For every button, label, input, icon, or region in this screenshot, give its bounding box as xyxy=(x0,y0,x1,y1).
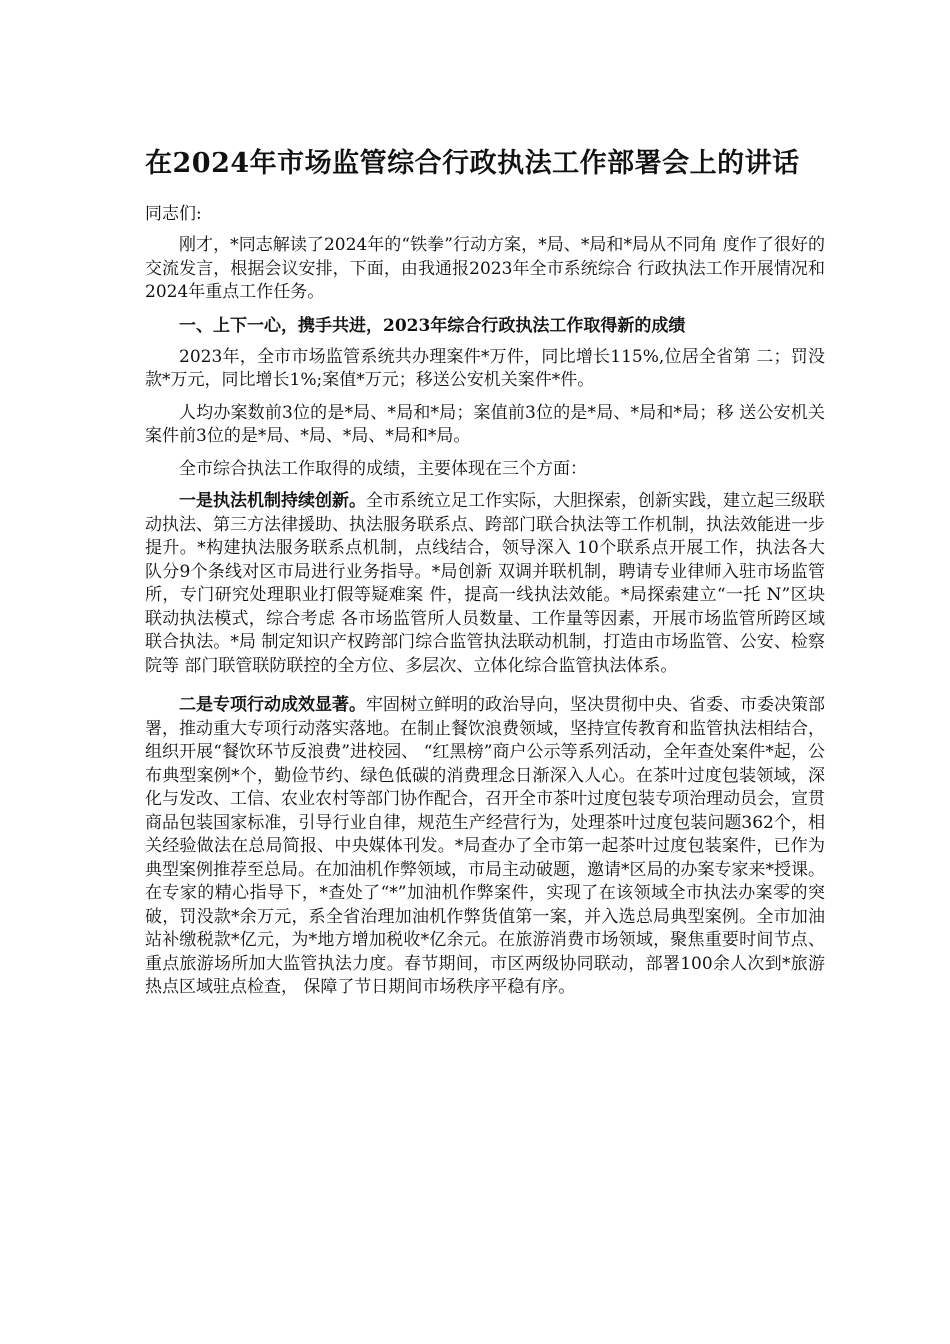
point-one-body: 全市系统立足工作实际，大胆探索，创新实践，建立起三级联动执法、第三方法律援助、执法服务联系点、跨部门联合执法等工作机制，执法效能进一步提升。*构建执法服务联系点机制，点线结合，领导深入 10个联系点开展工作，执法各大队分9个条线对区市局进行业务指导。*局创新 双调并联机制，聘请专业律师入驻市场监管所，专门研究处理职业打假等疑难案 件，提高一线执法效能。*局探索建立“一托 N”区块联动执法模式，综合考虑 各市场监管所人员数量、工作量等因素，开展市场监管所跨区域联合执法。*局 制定知识产权跨部门综合监管执法联动机制，打造由市场监管、公安、检察院等 部门联管联防联控的全方位、多层次、立体化综合监管执法体系。 xyxy=(145,491,825,676)
point-two-lead: 二是专项行动成效显著。 xyxy=(179,695,366,715)
document-title: 在2024年市场监管综合行政执法工作部署会上的讲话 xyxy=(145,148,800,179)
salutation: 同志们: xyxy=(145,204,202,224)
document-page xyxy=(145,140,825,1009)
point-one-paragraph xyxy=(145,490,825,678)
section-heading: 一、上下一心，携手共进，2023年综合行政执法工作取得新的成绩 xyxy=(179,315,686,336)
point-one-lead: 一是执法机制持续创新。 xyxy=(179,491,366,511)
ranking-paragraph: 人均办案数前3位的是*局、*局和*局；案值前3位的是*局、*局和*局；移 送公安机关案件前3位的是*局、*局、*局、*局和*局。 xyxy=(145,402,825,446)
intro-paragraph: 刚才，*同志解读了2024年的“铁拳”行动方案，*局、*局和*局从不同角 度作了很好的交流发言，根据会议安排，下面，由我通报2023年全市系统综合 行政执法工作开展情况和2024年重点工作任务。 xyxy=(145,235,825,302)
summary-paragraph: 全市综合执法工作取得的成绩，主要体现在三个方面： xyxy=(179,458,587,479)
stats-paragraph: 2023年，全市市场监管系统共办理案件*万件，同比增长115%,位居全省第 二；罚没款*万元，同比增长1%;案值*万元；移送公安机关案件*件。 xyxy=(145,346,825,390)
point-two-paragraph xyxy=(145,694,825,1000)
point-two-body: 牢固树立鲜明的政治导向，坚决贯彻中央、省委、市委决策部署，推动重大专项行动落实落地。在制止餐饮浪费领域，坚持宣传教育和监管执法相结合，组织开展“餐饮环节反浪费”进校园、 “红黑榜”商户公示等系列活动，全年查处案件*起，公布典型案例*个，勤俭节约、绿色低碳的消费理念日渐深入人心。在茶叶过度包装领域，深化与发改、工信、农业农村等部门协作配合，召开全市茶叶过度包装专项治理动员会，宣贯商品包装国家标准，引导行业自律，规范生产经营行为，处理茶叶过度包装问题362个，相关经验做法在总局简报、中央媒体刊发。*局查办了全市第一起茶叶过度包装案件，已作为典型案例推荐至总局。在加油机作弊领域，市局主动破题，邀请*区局的办案专家来*授课。在专家的精心指导下，*查处了“*”加油机作弊案件，实现了在该领域全市执法办案零的突破，罚没款*余万元，系全省治理加油机作弊货值第一案，并入选总局典型案例。全市加油站补缴税款*亿元，为*地方增加税收*亿余元。在旅游消费市场领域，聚焦重要时间节点、重点旅游场所加大监管执法力度。春节期间，市区两级协同联动，部署100余人次到*旅游热点区域驻点检查， 保障了节日期间市场秩序平稳有序。 xyxy=(145,695,825,997)
